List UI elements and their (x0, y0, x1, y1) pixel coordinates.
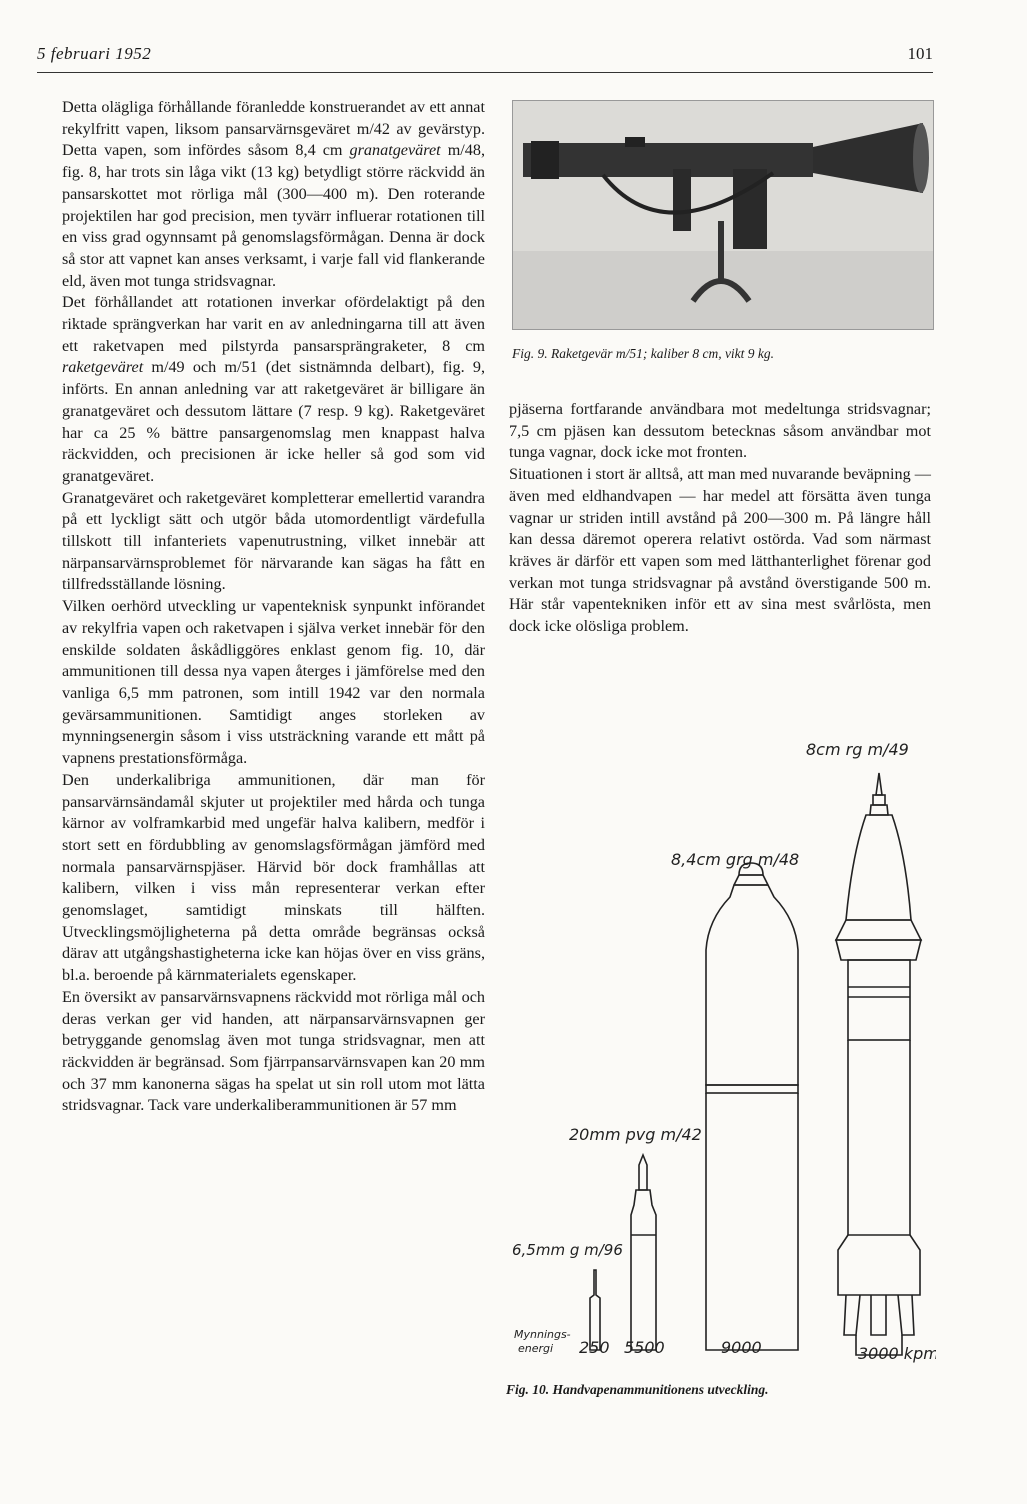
cartridge-20mm-icon (631, 1155, 656, 1350)
ammunition-drawing (506, 735, 936, 1375)
term-raketgevaret: raketgeväret (62, 358, 144, 377)
page-number: 101 (907, 44, 933, 63)
paragraph-7: pjäserna fortfarande användbara mot medeltunga stridsvagnar; 7,5 cm pjäsen kan dessutom betecknas såsom användbar mot tunga vagnar, dock icke mot fronten. (509, 400, 931, 462)
right-column (509, 399, 931, 638)
figure-10 (506, 735, 936, 1375)
paragraph-1: Detta olägliga förhållande föranledde konstruerandet av ett annat rekylfritt vapen, liksom pansarvärnsgeväret m/42 av gevärstyp. Detta vapen, som infördes såsom 8,4 cm granatgeväret m/48, fig. 8, har trots sin låga vikt (13 kg) betydligt större räckvidd än pansarskottet mot rörliga mål (300—400 m). Den roterande projektilen har god precision, men tyvärr influerar rotationen till en viss grad ogynnsamt på genomslagsförmågan. Denna är dock så stor att vapnet kan anses verksamt, i varje fall vid flankerande eld, även mot tunga stridsvagnar. (62, 98, 486, 290)
label-rg-m49: 8cm rg m/49 (806, 740, 909, 759)
page-header (37, 40, 933, 73)
paragraph-4: Vilken oerhörd utveckling ur vapenteknisk synpunkt införandet av rekylfria vapen och raketvapen i själva verket innebär för den enskilde soldaten åskådliggöres enklast genom fig. 10, där ammunitionen till dessa nya vapen återges i jämförelse med den vanliga 6,5 mm patronen, som intill 1942 var den normala gevärsammunitionen. Samtidigt anges storleken av mynningsenergin såsom i viss utsträckning varande ett mått på vapnens prestationsförmåga. (62, 597, 485, 768)
label-pvg-m42: 20mm pvg m/42 (569, 1125, 702, 1144)
label-g-m96: 6,5mm g m/96 (512, 1241, 623, 1259)
figure-9-photo (512, 100, 934, 330)
term-granatgevaret: granatgeväret (349, 141, 441, 160)
paragraph-6: En översikt av pansarvärnsvapnens räckvidd mot rörliga mål och deras verkan ger vid handen, att närpansarvärnsvapnen ger betryggande genomslag även mot tunga stridsvagnar, men att räckvidden är begränsad. Som fjärrpansarvärnsvapen kan 20 mm och 37 mm kanonerna sägas ha spelat ut sin roll utom mot lätta stridsvagnar. Tack vare underkaliberammunitionen är 57 mm (62, 987, 485, 1115)
energy-label-line-1: Mynnings- (514, 1328, 571, 1341)
rocket-launcher-image (513, 101, 933, 329)
paragraph-5: Den underkalibriga ammunitionen, där man för pansarvärnsändamål skjuter ut projektiler med hårda och tunga kärnor av volframkarbid med ungefär halva kalibern, medför i stort sett en fördubbling av genomslagsförmågan jämförd med normala pansarvärnspjäser. Härvid bör dock framhållas att kalibern, vilken i viss mån representerar verkan efter genomslaget, samtidigt minskats till hälften. Utvecklingsmöjligheterna på detta område begränsas också därav att utgångshastigheterna icke kan höjas över en viss gräns, bl.a. beroende på kärnmaterialets egenskaper. (62, 770, 485, 985)
energy-value-250: 250 (579, 1338, 610, 1357)
label-grg-m48: 8,4cm grg m/48 (671, 850, 800, 869)
energy-value-5500: 5500 (624, 1338, 665, 1357)
round-8-4cm-icon (706, 863, 798, 1350)
figure-10-caption: Fig. 10. Handvapenammunitionens utveckling. (506, 1382, 769, 1397)
paragraph-8: Situationen i stort är alltså, att man med nuvarande beväpning — även med eldhandvapen — har medel att försätta även tunga vagnar ur striden intill avstånd på 200—300 m. På längre håll kan dessa däremot operera relativt ostörda. Vad som närmast kräves är därför ett vapen som med lätthanterlighet förenar god verkan mot tunga stridsvagnar på avstånd överstigande 500 m. Här står vapentekniken inför ett av sina mest svårlösta, men dock icke olösliga problem. (509, 465, 931, 636)
figure-9-caption: Fig. 9. Raketgevär m/51; kaliber 8 cm, vikt 9 kg. (512, 346, 775, 361)
rocket-8cm-icon (836, 773, 921, 1355)
left-column (62, 97, 485, 1117)
paragraph-3: Granatgeväret och raketgeväret kompletterar emellertid varandra på ett lyckligt sätt och utgör båda utomordentligt värdefulla tillskott till infanteriets vapenutrustning, vilket innebär att närpansarvärnsproblemet för närvarande kan sägas ha fått en tillfredsställande lösning. (62, 488, 485, 594)
energy-label-line-2: energi (518, 1342, 554, 1355)
energy-value-3000: 3000 kpm (858, 1344, 936, 1363)
header-date: 5 februari 1952 (37, 44, 152, 63)
paragraph-2: Det förhållandet att rotationen inverkar ofördelaktigt på den riktade sprängverkan har varit en av anledningarna till att även ett raketvapen med pilstyrda pansarsprängraketer, 8 cm raketgeväret m/49 och m/51 (det sistnämnda delbart), fig. 9, införts. En annan anledning var att raketgeväret är billigare än granatgeväret och dessutom lättare (7 resp. 9 kg). Raketgeväret har ca 25 % bättre pansargenomslag men knappast halva räckvidden, och precisionen är icke heller så god som vid granatgeväret. (62, 293, 485, 485)
energy-value-9000: 9000 (721, 1338, 762, 1357)
